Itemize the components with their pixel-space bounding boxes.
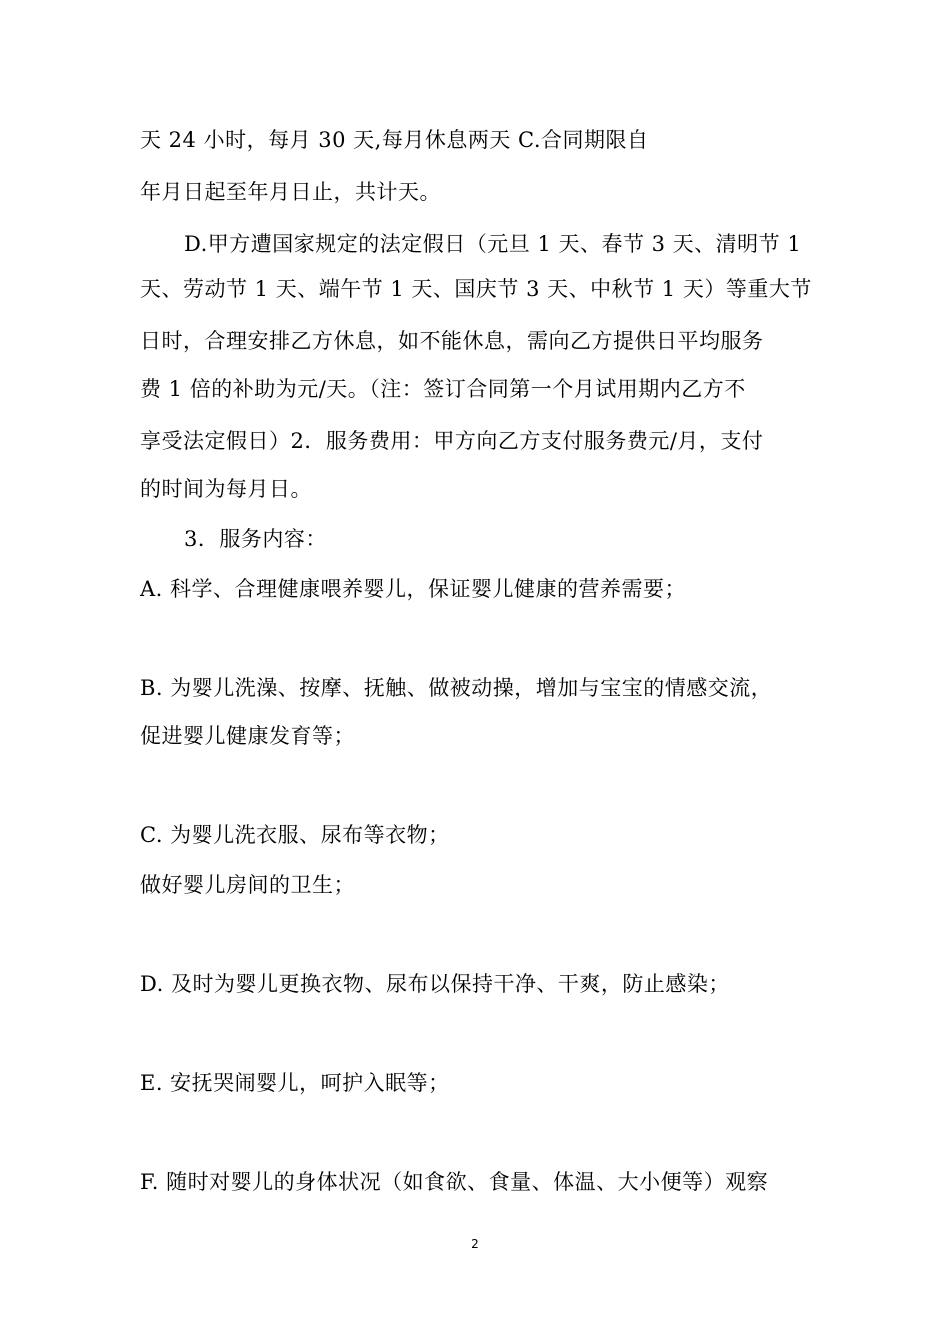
text-line: 天、劳动节 1 天、端午节 1 天、国庆节 3 天、中秋节 1 天）等重大节 [140,277,812,301]
text-line: 年月日起至年月日止，共计天。 [140,180,441,204]
text-line: 的时间为每月日。 [140,477,312,501]
text-line: 享受法定假日）2．服务费用：甲方向乙方支付服务费元/月，支付 [140,429,764,453]
text-line: 费 1 倍的补助为元/天。（注：签订合同第一个月试用期内乙方不 [140,377,746,401]
text-line: D.甲方遭国家规定的法定假日（元旦 1 天、春节 3 天、清明节 1 [184,232,802,256]
text-line: 日时，合理安排乙方休息，如不能休息，需向乙方提供日平均服务 [140,329,764,353]
list-item: A. 科学、合理健康喂养婴儿，保证婴儿健康的营养需要； [140,577,687,601]
list-item: D. 及时为婴儿更换衣物、尿布以保持干净、干爽，防止感染； [140,972,730,996]
list-item: C. 为婴儿洗衣服、尿布等衣物； [140,823,450,847]
section-heading: 3．服务内容： [184,527,327,551]
text-line: 促进婴儿健康发育等； [140,724,355,748]
text-line: 做好婴儿房间的卫生； [140,873,355,897]
text-line: 天 24 小时，每月 30 天,每月休息两天 C.合同期限自 [140,128,649,152]
list-item: F. 随时对婴儿的身体状况（如食欲、食量、体温、大小便等）观察 [140,1170,769,1194]
list-item: E. 安抚哭闹婴儿，呵护入眠等； [140,1071,450,1095]
page-number: 2 [471,1237,479,1251]
list-item: B. 为婴儿洗澡、按摩、抚触、做被动操，增加与宝宝的情感交流， [140,676,773,700]
